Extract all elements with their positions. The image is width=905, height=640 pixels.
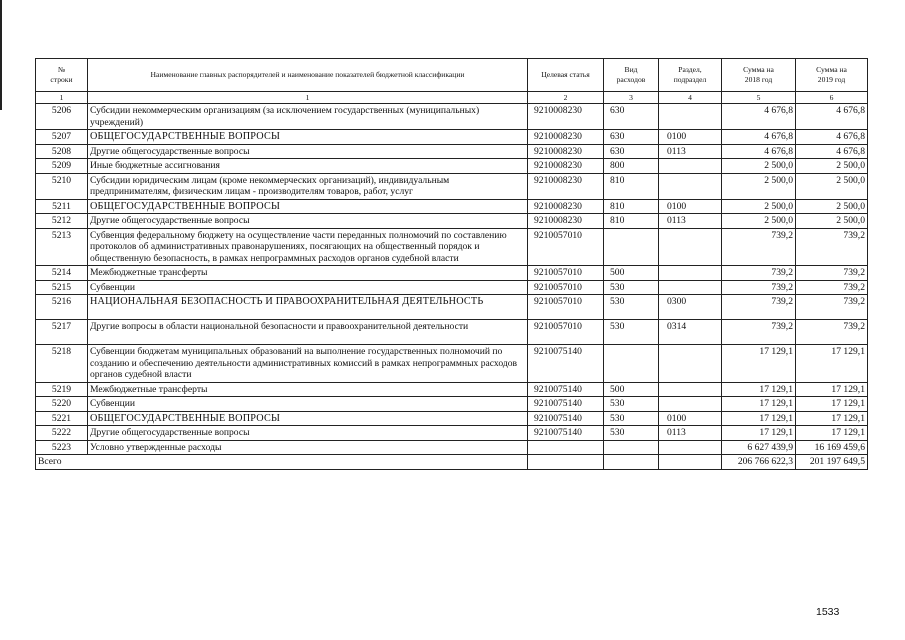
row-number: 5207 [36, 130, 88, 145]
row-sum-2018: 4 676,8 [722, 144, 796, 159]
row-sum-2019: 739,2 [796, 228, 868, 266]
column-index-row [36, 92, 868, 104]
row-target-code: 9210057010 [528, 280, 604, 295]
row-sum-2018: 17 129,1 [722, 345, 796, 383]
row-sum-2018: 6 627 439,9 [722, 440, 796, 455]
total-sum-2018: 206 766 622,3 [722, 455, 796, 470]
row-target-code: 9210008230 [528, 199, 604, 214]
row-sum-2018: 2 500,0 [722, 199, 796, 214]
row-expense-type: 530 [604, 411, 659, 426]
row-expense-type: 630 [604, 144, 659, 159]
row-target-code: 9210075140 [528, 397, 604, 412]
row-section [659, 159, 722, 174]
row-name: Иные бюджетные ассигнования [88, 159, 528, 174]
row-expense-type: 810 [604, 214, 659, 229]
total-empty-cell [604, 455, 659, 470]
page-number: 1533 [816, 606, 840, 618]
row-number: 5223 [36, 440, 88, 455]
row-name: Другие общегосударственные вопросы [88, 426, 528, 441]
table-row [36, 382, 868, 397]
col-header-sum2019: Сумма на 2019 год [796, 59, 868, 92]
row-sum-2019: 17 129,1 [796, 397, 868, 412]
col-header-sum2018: Сумма на 2018 год [722, 59, 796, 92]
row-name: Межбюджетные трансферты [88, 266, 528, 281]
row-expense-type [604, 228, 659, 266]
row-sum-2019: 4 676,8 [796, 144, 868, 159]
column-index-cell: 2 [528, 92, 604, 104]
column-index-cell: 4 [659, 92, 722, 104]
row-section: 0100 [659, 411, 722, 426]
table-row [36, 345, 868, 383]
table-row [36, 440, 868, 455]
column-index-cell: 3 [604, 92, 659, 104]
row-section: 0113 [659, 426, 722, 441]
row-section [659, 440, 722, 455]
table-header-row [36, 59, 868, 92]
table-row [36, 426, 868, 441]
row-section [659, 228, 722, 266]
table-row [36, 144, 868, 159]
row-target-code: 9210008230 [528, 130, 604, 145]
table-row [36, 295, 868, 320]
row-expense-type: 530 [604, 397, 659, 412]
row-number: 5208 [36, 144, 88, 159]
row-sum-2018: 739,2 [722, 295, 796, 320]
row-expense-type: 500 [604, 382, 659, 397]
row-section [659, 173, 722, 199]
row-number: 5213 [36, 228, 88, 266]
row-name: Другие общегосударственные вопросы [88, 214, 528, 229]
row-sum-2018: 739,2 [722, 228, 796, 266]
row-number: 5217 [36, 320, 88, 345]
row-section: 0113 [659, 144, 722, 159]
row-number: 5211 [36, 199, 88, 214]
row-number: 5209 [36, 159, 88, 174]
row-name: НАЦИОНАЛЬНАЯ БЕЗОПАСНОСТЬ И ПРАВООХРАНИТЕЛЬНАЯ ДЕЯТЕЛЬНОСТЬ [88, 295, 528, 320]
row-target-code: 9210075140 [528, 345, 604, 383]
row-name: Субвенция федеральному бюджету на осуществление части переданных полномочий по составлению протоколов об административных правонарушениях, посягающих на общественный порядок и общественную безопасность, в рамках непрограммных расходов органов судебной власти [88, 228, 528, 266]
col-header-code: Целевая статья [528, 59, 604, 92]
row-sum-2018: 17 129,1 [722, 426, 796, 441]
row-number: 5220 [36, 397, 88, 412]
budget-table [35, 58, 868, 470]
column-index-cell: 1 [88, 92, 528, 104]
row-sum-2019: 4 676,8 [796, 130, 868, 145]
table-row [36, 397, 868, 412]
row-sum-2019: 2 500,0 [796, 199, 868, 214]
row-sum-2019: 739,2 [796, 266, 868, 281]
total-empty-cell [528, 455, 604, 470]
table-row [36, 173, 868, 199]
row-expense-type: 800 [604, 159, 659, 174]
row-target-code: 9210057010 [528, 228, 604, 266]
row-expense-type: 530 [604, 280, 659, 295]
row-number: 5222 [36, 426, 88, 441]
row-target-code: 9210075140 [528, 411, 604, 426]
row-target-code [528, 440, 604, 455]
table-row [36, 266, 868, 281]
table-row [36, 130, 868, 145]
column-index-cell: 5 [722, 92, 796, 104]
table-row [36, 228, 868, 266]
row-section: 0314 [659, 320, 722, 345]
total-sum-2019: 201 197 649,5 [796, 455, 868, 470]
row-name: Субсидии некоммерческим организациям (за исключением государственных (муниципальных) учреждений) [88, 104, 528, 130]
row-name: Субвенции [88, 397, 528, 412]
row-sum-2018: 739,2 [722, 280, 796, 295]
row-number: 5210 [36, 173, 88, 199]
row-name: Субвенции бюджетам муниципальных образований на выполнение государственных полномочий по созданию и обеспечению деятельности административных комиссий в рамках непрограммных расходов органов судебной власти [88, 345, 528, 383]
row-target-code: 9210057010 [528, 320, 604, 345]
row-name: Другие вопросы в области национальной безопасности и правоохранительной деятельности [88, 320, 528, 345]
row-number: 5216 [36, 295, 88, 320]
row-name: Субсидии юридическим лицам (кроме некоммерческих организаций), индивидуальным предпринимателям, физическим лицам - производителям товаров, работ, услуг [88, 173, 528, 199]
row-target-code: 9210057010 [528, 295, 604, 320]
row-target-code: 9210008230 [528, 104, 604, 130]
row-number: 5206 [36, 104, 88, 130]
row-sum-2019: 2 500,0 [796, 159, 868, 174]
row-target-code: 9210008230 [528, 214, 604, 229]
col-header-razd: Раздел, подраздел [659, 59, 722, 92]
row-sum-2018: 17 129,1 [722, 382, 796, 397]
table-row [36, 104, 868, 130]
row-expense-type [604, 345, 659, 383]
total-row [36, 455, 868, 470]
row-sum-2019: 739,2 [796, 295, 868, 320]
column-index-cell: 6 [796, 92, 868, 104]
row-sum-2018: 4 676,8 [722, 104, 796, 130]
row-sum-2018: 4 676,8 [722, 130, 796, 145]
total-empty-cell [659, 455, 722, 470]
row-sum-2018: 2 500,0 [722, 214, 796, 229]
row-expense-type: 530 [604, 426, 659, 441]
row-name: Межбюджетные трансферты [88, 382, 528, 397]
row-expense-type: 630 [604, 104, 659, 130]
row-section: 0100 [659, 130, 722, 145]
row-name: Субвенции [88, 280, 528, 295]
table-row [36, 214, 868, 229]
row-target-code: 9210057010 [528, 266, 604, 281]
table-row [36, 411, 868, 426]
row-target-code: 9210008230 [528, 173, 604, 199]
col-header-vid: Вид расходов [604, 59, 659, 92]
row-section: 0300 [659, 295, 722, 320]
row-number: 5221 [36, 411, 88, 426]
row-sum-2019: 739,2 [796, 280, 868, 295]
col-header-num: № строки [36, 59, 88, 92]
row-name: Условно утвержденные расходы [88, 440, 528, 455]
row-section: 0113 [659, 214, 722, 229]
row-sum-2019: 739,2 [796, 320, 868, 345]
row-name: ОБЩЕГОСУДАРСТВЕННЫЕ ВОПРОСЫ [88, 411, 528, 426]
row-name: ОБЩЕГОСУДАРСТВЕННЫЕ ВОПРОСЫ [88, 130, 528, 145]
row-number: 5218 [36, 345, 88, 383]
table-row [36, 199, 868, 214]
row-sum-2019: 17 129,1 [796, 411, 868, 426]
table-row [36, 320, 868, 345]
row-sum-2018: 17 129,1 [722, 397, 796, 412]
row-number: 5212 [36, 214, 88, 229]
row-expense-type [604, 440, 659, 455]
row-target-code: 9210008230 [528, 159, 604, 174]
row-expense-type: 500 [604, 266, 659, 281]
row-section [659, 382, 722, 397]
row-sum-2018: 739,2 [722, 320, 796, 345]
row-number: 5219 [36, 382, 88, 397]
table-row [36, 159, 868, 174]
row-sum-2018: 739,2 [722, 266, 796, 281]
row-sum-2019: 17 129,1 [796, 426, 868, 441]
row-sum-2019: 2 500,0 [796, 173, 868, 199]
row-expense-type: 530 [604, 295, 659, 320]
row-number: 5215 [36, 280, 88, 295]
row-sum-2018: 17 129,1 [722, 411, 796, 426]
row-sum-2018: 2 500,0 [722, 159, 796, 174]
row-expense-type: 810 [604, 199, 659, 214]
row-name: ОБЩЕГОСУДАРСТВЕННЫЕ ВОПРОСЫ [88, 199, 528, 214]
row-expense-type: 810 [604, 173, 659, 199]
row-number: 5214 [36, 266, 88, 281]
row-section: 0100 [659, 199, 722, 214]
row-section [659, 266, 722, 281]
row-target-code: 9210008230 [528, 144, 604, 159]
column-index-cell: 1 [36, 92, 88, 104]
table-row [36, 280, 868, 295]
row-expense-type: 530 [604, 320, 659, 345]
row-sum-2019: 16 169 459,6 [796, 440, 868, 455]
page-edge-mark [0, 0, 2, 110]
row-sum-2019: 17 129,1 [796, 345, 868, 383]
row-name: Другие общегосударственные вопросы [88, 144, 528, 159]
row-sum-2019: 2 500,0 [796, 214, 868, 229]
row-expense-type: 630 [604, 130, 659, 145]
row-section [659, 397, 722, 412]
row-section [659, 280, 722, 295]
row-target-code: 9210075140 [528, 382, 604, 397]
row-sum-2019: 4 676,8 [796, 104, 868, 130]
row-target-code: 9210075140 [528, 426, 604, 441]
col-header-name: Наименование главных распорядителей и наименование показателей бюджетной классификации [88, 59, 528, 92]
total-label: Всего [36, 455, 528, 470]
row-section [659, 104, 722, 130]
row-sum-2019: 17 129,1 [796, 382, 868, 397]
row-sum-2018: 2 500,0 [722, 173, 796, 199]
row-section [659, 345, 722, 383]
